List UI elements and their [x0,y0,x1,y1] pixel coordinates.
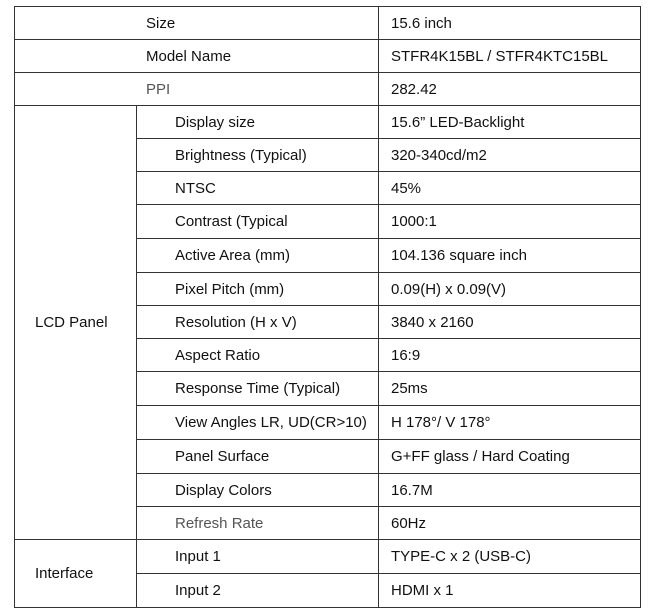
spec-value: 0.09(H) x 0.09(V) [379,273,641,306]
spec-label: Brightness (Typical) [137,139,379,172]
spec-label: Response Time (Typical) [137,372,379,406]
spec-label: Aspect Ratio [137,339,379,372]
spec-row-display-size [15,106,641,139]
spec-label: Refresh Rate [137,507,379,540]
spec-label: PPI [15,73,379,106]
spec-value: 3840 x 2160 [379,306,641,339]
spec-value: HDMI x 1 [379,574,641,608]
spec-row-size [15,7,641,40]
spec-value: TYPE-C x 2 (USB-C) [379,540,641,574]
spec-label: NTSC [137,172,379,205]
spec-value: 320-340cd/m2 [379,139,641,172]
spec-row-input-1 [15,540,641,574]
spec-label: Size [15,7,379,40]
spec-label: View Angles LR, UD(CR>10) [137,406,379,440]
spec-label: Contrast (Typical [137,205,379,239]
spec-label: Display size [137,106,379,139]
spec-value: 15.6” LED-Backlight [379,106,641,139]
group-label-interface: Interface [15,540,137,608]
spec-label: Model Name [15,40,379,73]
spec-label: Display Colors [137,474,379,507]
spec-value: STFR4K15BL / STFR4KTC15BL [379,40,641,73]
spec-value: 25ms [379,372,641,406]
spec-value: H 178°/ V 178° [379,406,641,440]
spec-label: Resolution (H x V) [137,306,379,339]
spec-value: G+FF glass / Hard Coating [379,440,641,474]
spec-label: Panel Surface [137,440,379,474]
spec-value: 1000:1 [379,205,641,239]
spec-value: 16.7M [379,474,641,507]
spec-row-ppi [15,73,641,106]
spec-value: 104.136 square inch [379,239,641,273]
spec-value: 60Hz [379,507,641,540]
spec-label: Input 2 [137,574,379,608]
spec-value: 16:9 [379,339,641,372]
group-label-lcd-panel: LCD Panel [15,106,137,540]
spec-label: Input 1 [137,540,379,574]
spec-value: 15.6 inch [379,7,641,40]
spec-label: Pixel Pitch (mm) [137,273,379,306]
spec-table [14,6,641,608]
spec-value: 45% [379,172,641,205]
spec-row-model-name [15,40,641,73]
spec-label: Active Area (mm) [137,239,379,273]
spec-value: 282.42 [379,73,641,106]
